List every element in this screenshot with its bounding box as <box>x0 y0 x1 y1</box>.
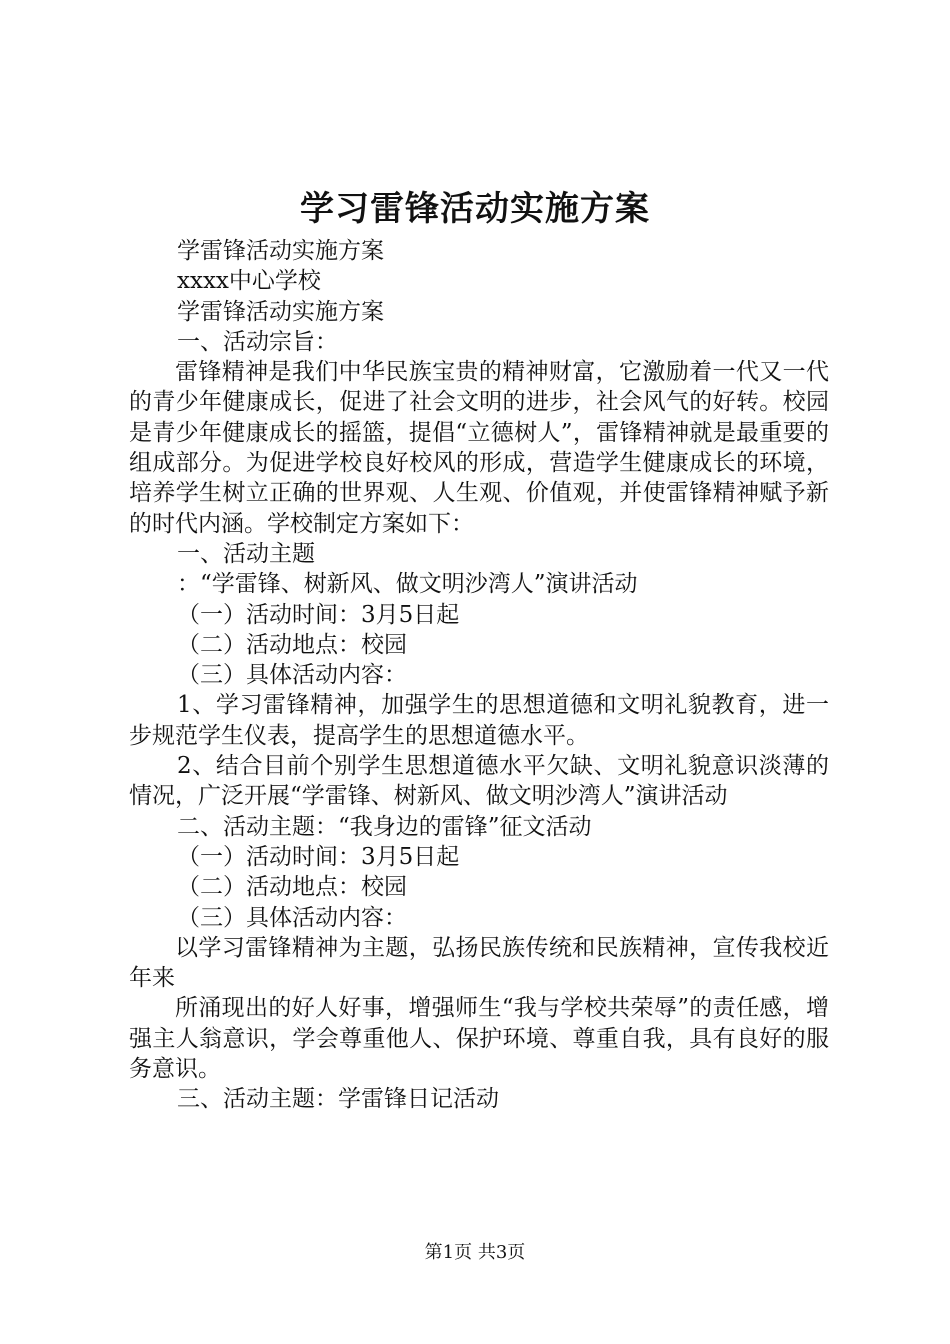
document-body <box>129 236 829 1115</box>
paragraph-theme-2-content-heading: （三）具体活动内容： <box>177 904 407 931</box>
section-heading-theme-2: 二、活动主题：“我身边的雷锋”征文活动 <box>177 813 592 840</box>
section-heading-theme-1: 一、活动主题 <box>177 540 315 567</box>
paragraph-theme-1-time: （一）活动时间：3月5日起 <box>177 601 460 628</box>
paragraph-theme-1-place: （二）活动地点：校园 <box>177 631 407 658</box>
paragraph-theme-1-content-heading: （三）具体活动内容： <box>177 662 407 689</box>
paragraph-theme-2-time: （一）活动时间：3月5日起 <box>177 843 460 870</box>
paragraph-subtitle: 学雷锋活动实施方案 <box>177 238 384 264</box>
paragraph-theme-2-body-2: 所涌现出的好人好事，增强师生“我与学校共荣辱”的责任感，增强主人翁意识，学会尊重他人、保护环境、尊重自我，具有良好的服务意识。 <box>129 995 829 1083</box>
paragraph-theme-2-body-1: 以学习雷锋精神为主题，弘扬民族传统和民族精神，宣传我校近年来 <box>129 934 829 992</box>
paragraph-theme-1-title: ：“学雷锋、树新风、做文明沙湾人”演讲活动 <box>177 571 638 598</box>
section-heading-theme-3: 三、活动主题：学雷锋日记活动 <box>177 1086 499 1113</box>
paragraph-purpose-body: 雷锋精神是我们中华民族宝贵的精神财富，它激励着一代又一代的青少年健康成长，促进了社会文明的进步，社会风气的好转。校园是青少年健康成长的摇篮，提倡“立德树人”，雷锋精神就是最重要的组成部分。为促进学校良好校风的形成，营造学生健康成长的环境，培养学生树立正确的世界观、人生观、价值观，并使雷锋精神赋予新的时代内涵。学校制定方案如下： <box>129 359 829 537</box>
page-footer: 第1页 共3页 <box>424 1242 526 1263</box>
paragraph-school-name: xxxx中心学校 <box>177 268 321 295</box>
paragraph-theme-1-item-1: 1、学习雷锋精神，加强学生的思想道德和文明礼貌教育，进一步规范学生仪表，提高学生的思想道德水平。 <box>129 692 829 749</box>
document-title: 学习雷锋活动实施方案 <box>300 189 650 229</box>
paragraph-theme-2-place: （二）活动地点：校园 <box>177 874 407 901</box>
section-heading-purpose: 一、活动宗旨： <box>177 328 338 355</box>
paragraph-plan-heading: 学雷锋活动实施方案 <box>177 298 384 325</box>
paragraph-theme-1-item-2: 2、结合目前个别学生思想道德水平欠缺、文明礼貌意识淡薄的情况，广泛开展“学雷锋、树新风、做文明沙湾人”演讲活动 <box>129 753 829 810</box>
